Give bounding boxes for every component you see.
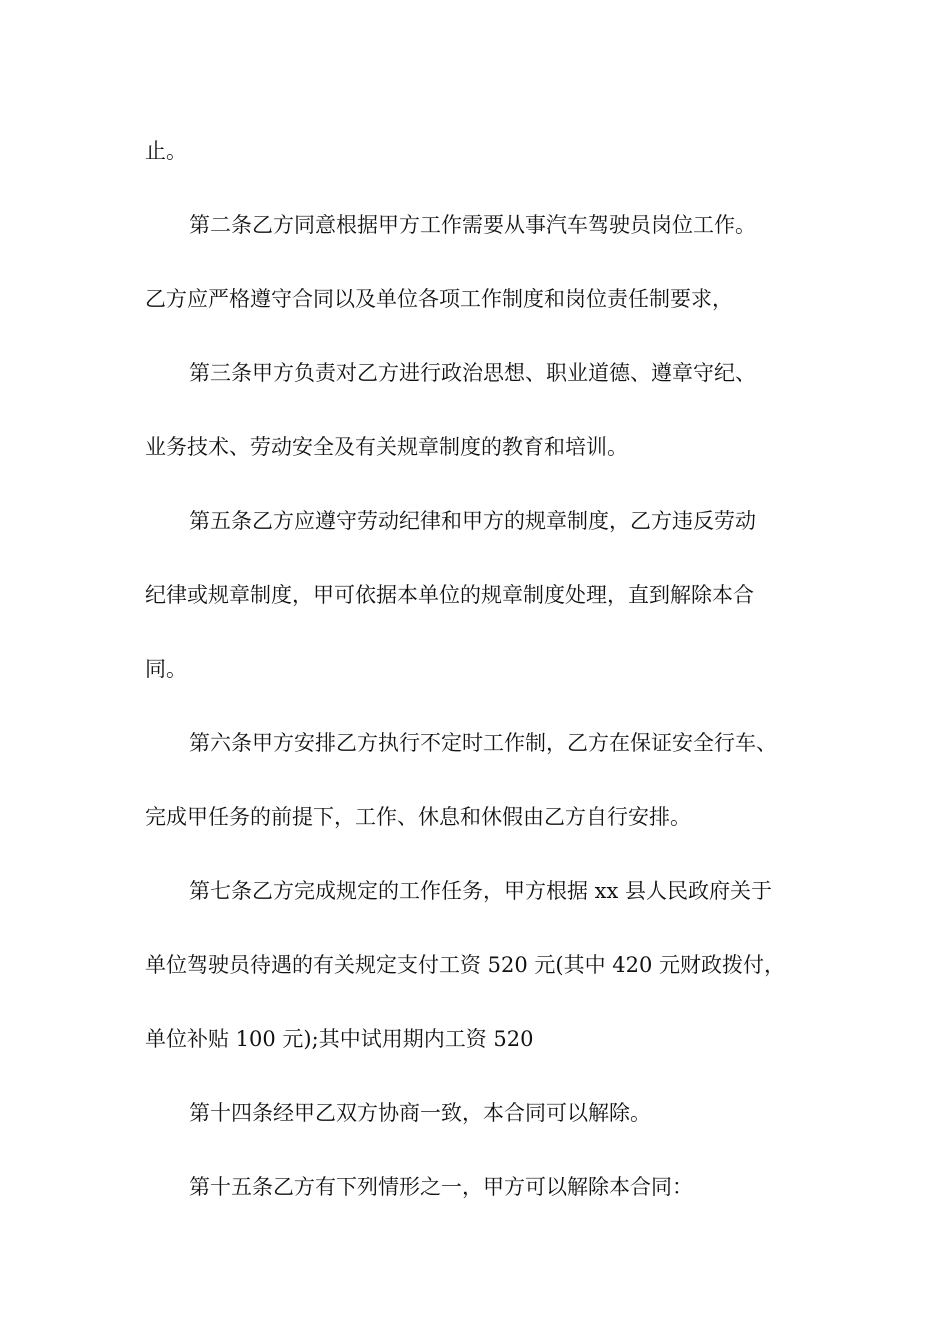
text-line-13: 单位补贴 100 元);其中试用期内工资 520 [145, 1027, 534, 1051]
text-line-11: 第七条乙方完成规定的工作任务，甲方根据 xx 县人民政府关于 [189, 879, 773, 903]
text-line-14: 第十四条经甲乙双方协商一致，本合同可以解除。 [189, 1101, 651, 1125]
text-line-6: 第五条乙方应遵守劳动纪律和甲方的规章制度，乙方违反劳动 [189, 509, 756, 533]
text-line-12: 单位驾驶员待遇的有关规定支付工资 520 元(其中 420 元财政拨付， [145, 953, 786, 977]
text-line-3: 乙方应严格遵守合同以及单位各项工作制度和岗位责任制要求， [145, 287, 733, 311]
text-line-2: 第二条乙方同意根据甲方工作需要从事汽车驾驶员岗位工作。 [189, 213, 756, 237]
text-line-5: 业务技术、劳动安全及有关规章制度的教育和培训。 [145, 435, 628, 459]
text-line-10: 完成甲任务的前提下，工作、休息和休假由乙方自行安排。 [145, 805, 691, 829]
text-line-7: 纪律或规章制度，甲可依据本单位的规章制度处理，直到解除本合 [145, 583, 754, 607]
text-line-1: 止。 [145, 139, 187, 163]
text-line-8: 同。 [145, 657, 187, 681]
text-line-9: 第六条甲方安排乙方执行不定时工作制，乙方在保证安全行车、 [189, 731, 777, 755]
text-line-4: 第三条甲方负责对乙方进行政治思想、职业道德、遵章守纪、 [189, 361, 756, 385]
text-line-15: 第十五条乙方有下列情形之一，甲方可以解除本合同： [189, 1175, 693, 1199]
